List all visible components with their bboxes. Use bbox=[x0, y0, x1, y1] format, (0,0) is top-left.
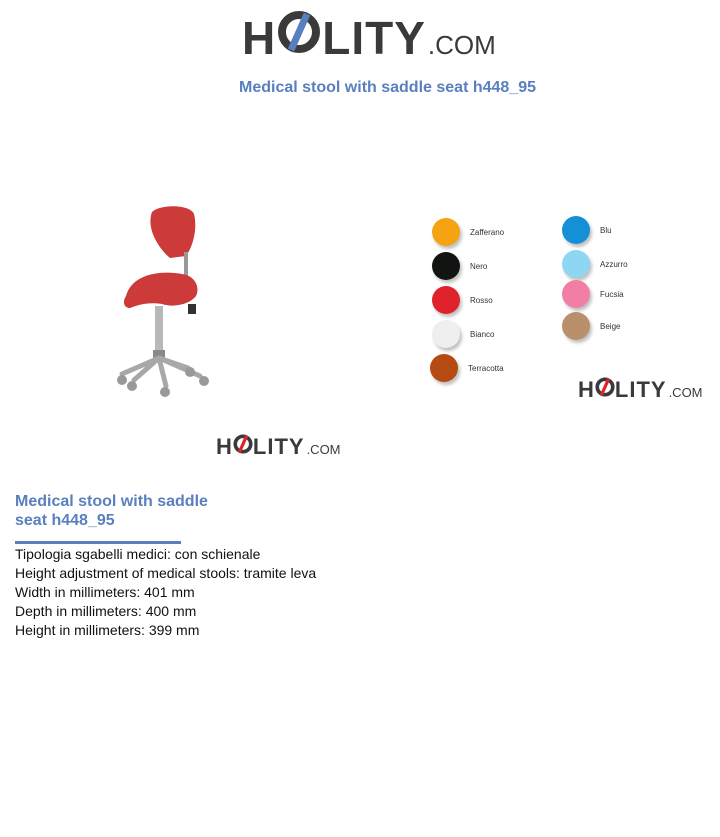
logo-letter-h: H bbox=[578, 377, 595, 402]
swatch-zafferano: Zafferano bbox=[432, 218, 504, 246]
swatch-terracotta: Terracotta bbox=[430, 354, 504, 382]
logo-letter-h: H bbox=[242, 12, 277, 64]
spec-height-adjustment: Height adjustment of medical stools: tramite leva bbox=[15, 565, 317, 581]
swatch-nero: Nero bbox=[432, 252, 487, 280]
logo-suffix: .COM bbox=[427, 30, 496, 60]
page-title: Medical stool with saddle seat h448_95 bbox=[239, 79, 536, 96]
logo-ring-icon bbox=[595, 377, 615, 397]
swatch-blu: Blu bbox=[562, 216, 612, 244]
logo-ring-icon bbox=[233, 434, 253, 454]
logo-suffix: .COM bbox=[668, 385, 703, 400]
swatch-bianco: Bianco bbox=[432, 320, 494, 348]
image-watermark-logo bbox=[578, 377, 703, 403]
spec-type: Tipologia sgabelli medici: con schienale bbox=[15, 546, 261, 562]
spec-width: Width in millimeters: 401 mm bbox=[15, 584, 195, 600]
color-swatches-image[interactable] bbox=[420, 208, 680, 398]
logo-suffix: .COM bbox=[306, 442, 341, 457]
swatch-beige: Beige bbox=[562, 312, 620, 340]
logo-letters: LITY bbox=[614, 377, 667, 402]
image-watermark-logo bbox=[216, 434, 341, 460]
heading-divider bbox=[15, 541, 181, 544]
logo-letter-h: H bbox=[216, 434, 233, 459]
product-heading: Medical stool with saddle seat h448_95 bbox=[15, 493, 208, 529]
brand-logo[interactable] bbox=[242, 10, 496, 64]
logo-ring-icon bbox=[277, 10, 321, 54]
product-specs bbox=[15, 545, 316, 640]
swatch-azzurro: Azzurro bbox=[562, 250, 628, 278]
spec-height: Height in millimeters: 399 mm bbox=[15, 622, 200, 638]
spec-depth: Depth in millimeters: 400 mm bbox=[15, 603, 197, 619]
swatch-rosso: Rosso bbox=[432, 286, 493, 314]
logo-letters: LITY bbox=[322, 12, 426, 64]
stool-product-image[interactable] bbox=[100, 200, 230, 405]
logo-letters: LITY bbox=[252, 434, 305, 459]
swatch-fucsia: Fucsia bbox=[562, 280, 624, 308]
